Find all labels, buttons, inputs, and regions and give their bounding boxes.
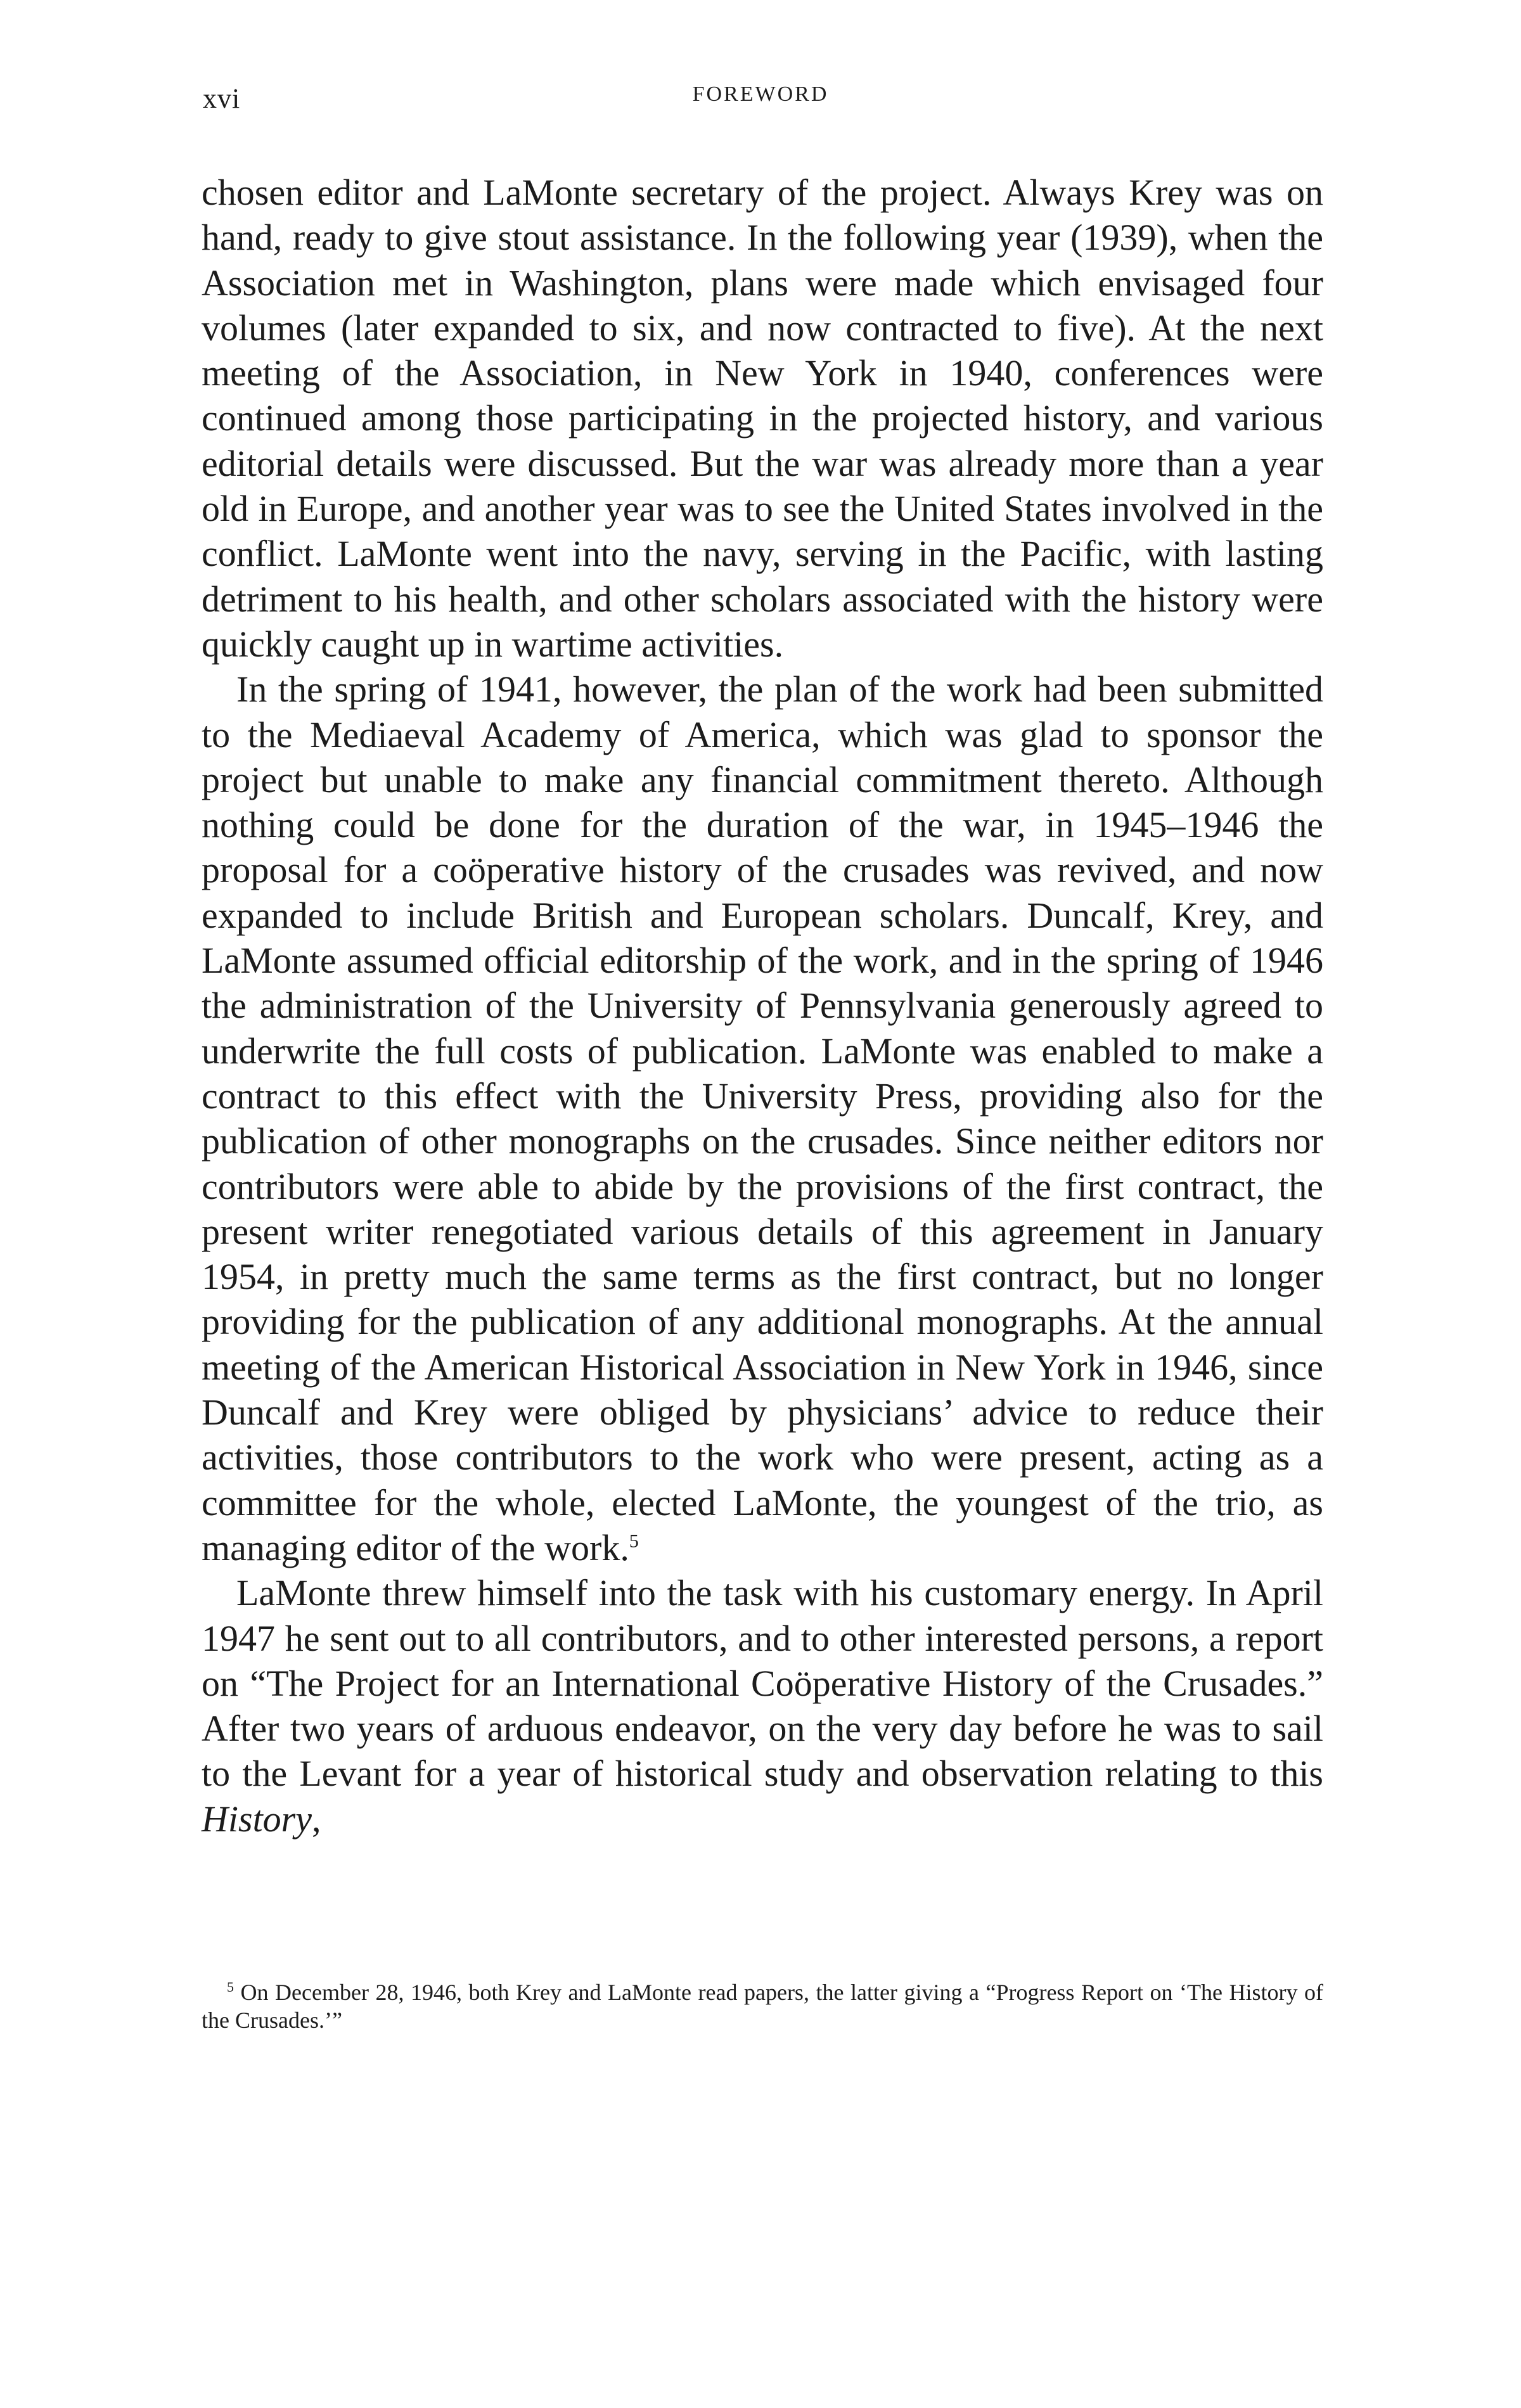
footnote: [202, 1978, 1323, 2034]
paragraph-3-text: LaMonte threw himself into the task with his customary energy. In April 1947 he sent out to all contributors, and to other interested persons, a report on “The Project for an International Coöperative History of the Crusades.” After two years of arduous endeavor, on the very day before he was to sail to the Levant for a year of historical study and observation relating to this: [202, 1572, 1323, 1795]
paragraph-3-end: ,: [312, 1798, 321, 1840]
footnote-reference[interactable]: 5: [629, 1530, 639, 1552]
paragraph-2: [202, 667, 1323, 1570]
footnote-marker: 5: [227, 1979, 234, 1995]
running-title: FOREWORD: [692, 82, 829, 106]
paragraph-3: [202, 1570, 1323, 1841]
footnote-text: On December 28, 1946, both Krey and LaMonte read papers, the latter giving a “Progress Report on ‘The History of the Crusades.’”: [202, 1980, 1323, 2033]
paragraph-1-text: chosen editor and LaMonte secretary of the project. Always Krey was on hand, ready to give stout assistance. In the following year (1939), when the Association met in Washington, plans were made which envisaged four volumes (later expanded to six, and now contracted to five). At the next meeting of the Association, in New York in 1940, conferences were continued among those participating in the projected history, and various editorial details were discussed. But the war was already more than a year old in Europe, and another year was to see the United States involved in the conflict. LaMonte went into the navy, serving in the Pacific, with lasting detriment to his health, and other scholars associated with the history were quickly caught up in wartime activities.: [202, 172, 1323, 665]
footnote-5: [202, 1978, 1323, 2034]
page-number: xvi: [203, 83, 241, 114]
body-text: [202, 170, 1323, 1841]
running-head: [203, 82, 1318, 133]
paragraph-1: [202, 170, 1323, 667]
paragraph-2-text: In the spring of 1941, however, the plan of the work had been submitted to the Mediaeval Academy of America, which was glad to sponsor the project but unable to make any financial commitment thereto. Although nothing could be done for the duration of the war, in 1945–1946 the proposal for a coöperative history of the crusades was revived, and now expanded to include British and European scholars. Duncalf, Krey, and LaMonte assumed official editorship of the work, and in the spring of 1946 the administration of the University of Pennsylvania generously agreed to underwrite the full costs of publication. LaMonte was enabled to make a contract to this effect with the University Press, providing also for the publication of other monographs on the crusades. Since neither editors nor contributors were able to abide by the provisions of the first contract, the present writer renegotiated various details of this agreement in January 1954, in pretty much the same terms as the first contract, but no longer providing for the publication of any additional monographs. At the annual meeting of the American Historical Association in New York in 1946, since Duncalf and Krey were obliged by physicians’ advice to reduce their activities, those contributors to the work who were present, acting as a committee for the whole, elected LaMonte, the youngest of the trio, as managing editor of the work.: [202, 669, 1323, 1568]
italic-title: History: [202, 1798, 312, 1840]
